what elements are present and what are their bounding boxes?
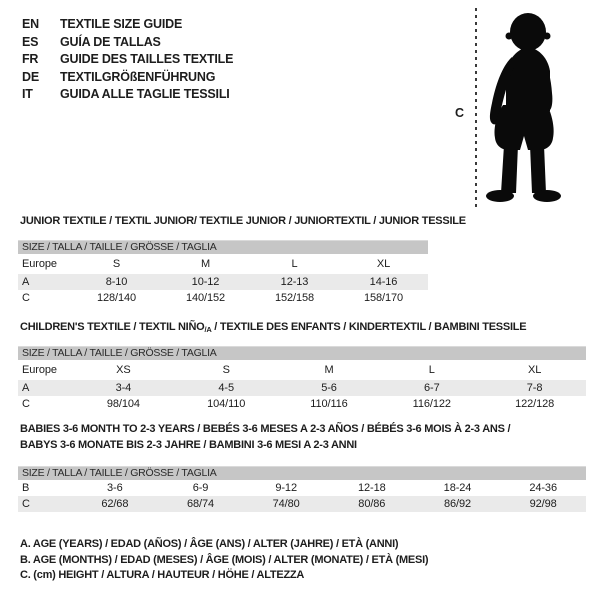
- language-code: FR: [22, 52, 39, 67]
- table-row-europe: [18, 360, 586, 380]
- table-cell: 110/116: [310, 398, 348, 410]
- row-label: C: [22, 398, 30, 410]
- table-cell: XL: [527, 364, 542, 376]
- language-row: [22, 51, 233, 69]
- table-cell: M: [324, 364, 334, 376]
- table-cell: 86/92: [443, 498, 471, 510]
- table-cell: 9-12: [275, 482, 297, 494]
- table-row-age: [18, 274, 428, 290]
- language-title: GUÍA DE TALLAS: [60, 34, 161, 49]
- table-cell: 8-10: [105, 276, 128, 288]
- babies-title-line1: BABIES 3-6 MONTH TO 2-3 YEARS / BEBÉS 3-6 MESES A 2-3 AÑOS / BÉBÉS 3-6 MOIS À 2-3 ANS /: [20, 423, 511, 435]
- title-text: / TEXTILE DES ENFANTS / KINDERTEXTIL / BAMBINI TESSILE: [211, 321, 527, 333]
- babies-section-title: [20, 422, 510, 453]
- table-row-height: [18, 396, 586, 412]
- language-title: GUIDE DES TAILLES TEXTILE: [60, 52, 234, 67]
- junior-section-title: JUNIOR TEXTILE / TEXTIL JUNIOR/ TEXTILE JUNIOR / JUNIORTEXTIL / JUNIOR TESSILE: [20, 215, 466, 227]
- footnote-c: C. (cm) HEIGHT / ALTURA / HAUTEUR / HÖHE / ALTEZZA: [20, 569, 305, 581]
- title-subscript: /A: [204, 325, 212, 334]
- table-cell: 74/80: [272, 498, 300, 510]
- size-header-bar: SIZE / TALLA / TAILLE / GRÖSSE / TAGLIA: [18, 466, 586, 480]
- table-cell: 140/152: [185, 292, 226, 304]
- language-code: ES: [22, 34, 39, 49]
- babies-size-table: [18, 466, 586, 512]
- table-cell: 24-36: [529, 482, 557, 494]
- language-code: DE: [22, 69, 39, 84]
- table-cell: L: [291, 258, 298, 270]
- language-row: [22, 69, 233, 87]
- table-cell: XL: [376, 258, 391, 270]
- row-label: A: [22, 276, 30, 288]
- junior-size-table: [18, 240, 428, 306]
- title-text: CHILDREN'S TEXTILE / TEXTIL NIÑO: [20, 321, 205, 333]
- table-cell: 62/68: [101, 498, 129, 510]
- table-row-height: [18, 290, 428, 306]
- table-cell: 12-13: [280, 276, 309, 288]
- footnote-legend: [20, 537, 428, 584]
- table-cell: S: [112, 258, 121, 270]
- table-cell: 3-4: [115, 382, 132, 394]
- footnote-b: B. AGE (MONTHS) / EDAD (MESES) / ÂGE (MOIS) / ALTER (MONATE) / ETÀ (MESI): [20, 553, 429, 566]
- language-title: TEXTILGRÖßENFÜHRUNG: [60, 69, 216, 84]
- language-row: [22, 34, 233, 52]
- table-cell: 7-8: [526, 382, 543, 394]
- table-cell: 116/122: [412, 398, 451, 410]
- children-section-title: [20, 321, 526, 334]
- row-label: B: [22, 482, 30, 494]
- table-cell: M: [200, 258, 211, 270]
- table-cell: 14-16: [369, 276, 398, 288]
- footnote-a: A. AGE (YEARS) / EDAD (AÑOS) / ÂGE (ANS) / ALTER (JAHRE) / ETÀ (ANNI): [20, 538, 399, 550]
- babies-title-line2: BABYS 3-6 MONATE BIS 2-3 JAHRE / BAMBINI 3-6 MESI A 2-3 ANNI: [20, 438, 357, 451]
- row-label: C: [22, 498, 30, 510]
- language-code: EN: [22, 17, 39, 31]
- table-cell: 3-6: [107, 482, 123, 494]
- table-cell: 4-5: [218, 382, 234, 394]
- size-header-bar: SIZE / TALLA / TAILLE / GRÖSSE / TAGLIA: [18, 346, 586, 360]
- table-cell: 5-6: [321, 382, 337, 394]
- table-row-age: [18, 380, 586, 396]
- table-cell: 98/104: [106, 398, 140, 410]
- children-size-table: [18, 346, 586, 412]
- table-cell: 128/140: [96, 292, 137, 304]
- table-cell: 10-12: [191, 276, 220, 288]
- baby-silhouette-image: [481, 9, 565, 207]
- language-row: [22, 86, 233, 104]
- table-cell: 158/170: [363, 292, 404, 304]
- language-title: TEXTILE SIZE GUIDE: [60, 17, 183, 31]
- table-cell: 6-7: [423, 382, 440, 394]
- language-title: GUIDA ALLE TAGLIE TESSILI: [60, 87, 230, 102]
- row-label: A: [22, 382, 30, 394]
- table-cell: 6-9: [192, 482, 209, 494]
- table-row-europe: [18, 254, 428, 274]
- language-title-list: [22, 16, 233, 104]
- table-cell: XS: [116, 364, 131, 376]
- row-label: Europe: [22, 364, 57, 376]
- table-cell: S: [222, 364, 230, 376]
- table-cell: 18-24: [443, 482, 472, 494]
- table-cell: 68/74: [186, 498, 214, 510]
- table-cell: 104/110: [207, 398, 246, 410]
- table-cell: 80/86: [358, 498, 386, 510]
- table-cell: 12-18: [358, 482, 386, 494]
- height-measure-dotted-line: [475, 8, 477, 209]
- table-cell: L: [428, 364, 435, 376]
- height-measure-label: C: [455, 106, 465, 120]
- table-cell: 122/128: [515, 398, 555, 410]
- language-code: IT: [22, 87, 33, 102]
- row-label: Europe: [22, 258, 57, 270]
- table-cell: 152/158: [274, 292, 315, 304]
- table-cell: 92/98: [529, 498, 557, 510]
- size-header-bar: SIZE / TALLA / TAILLE / GRÖSSE / TAGLIA: [18, 240, 428, 254]
- row-label: C: [22, 292, 30, 304]
- language-row: [22, 16, 233, 34]
- table-row-age-months: [18, 480, 586, 496]
- table-row-height: [18, 496, 586, 512]
